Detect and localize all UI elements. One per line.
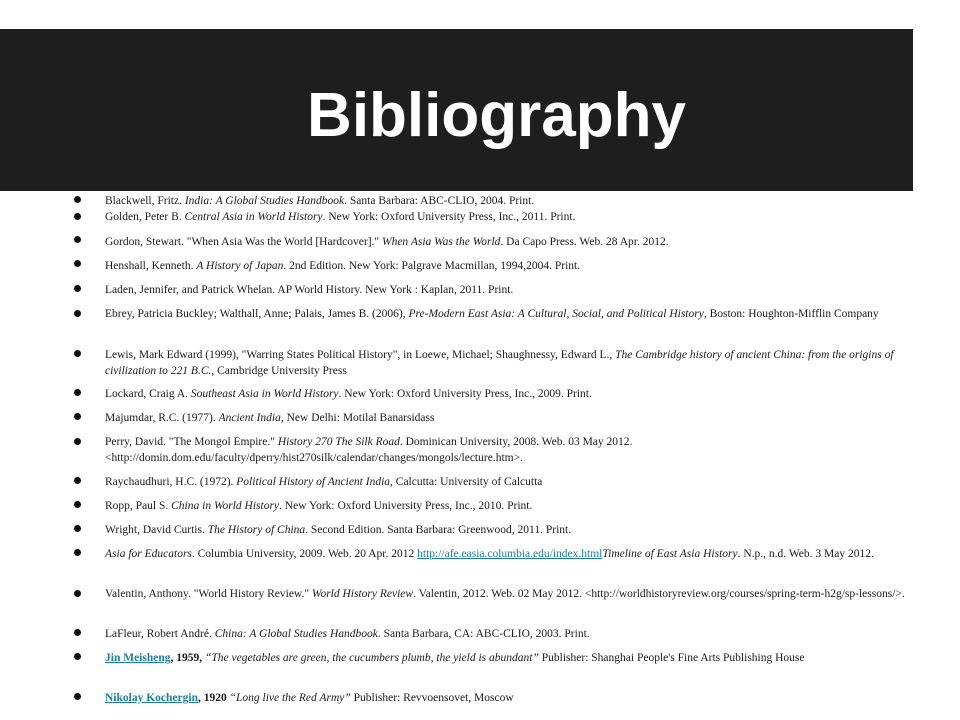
bibliography-entry [105, 193, 905, 209]
entry-title: World History Review [311, 588, 414, 600]
entry-text: . 2nd Edition. New York: Palgrave Macmillan, 1994,2004. Print. [283, 260, 581, 272]
entry-text: Henshall, Kenneth. [105, 260, 197, 272]
entry-text: . Columbia University, 2009. Web. 20 Apr. 2012 [191, 548, 418, 560]
entry-title: When Asia Was the World [381, 236, 501, 248]
entry-text: LaFleur, Robert André. [105, 628, 215, 640]
entry-text: Ropp, Paul S. [105, 500, 172, 512]
entry-text: , 1920 [197, 692, 230, 704]
bibliography-entry [105, 410, 905, 426]
bibliography-entry [105, 386, 905, 402]
bullet-icon [74, 549, 81, 556]
bibliography-entry [105, 498, 905, 514]
bullet-icon [74, 285, 81, 292]
jin-meisheng-link[interactable]: Jin Meisheng [105, 652, 171, 664]
entry-title: Central Asia in World History [184, 211, 323, 223]
bullet-icon [74, 653, 81, 660]
bibliography-entry [105, 282, 905, 298]
slide-title: Bibliography [307, 81, 686, 150]
entry-text: . New York: Oxford University Press, Inc., 2009. Print. [338, 388, 592, 400]
entry-text: , Calcutta: University of Calcutta [390, 476, 543, 488]
entry-title: Timeline of East Asia History [602, 548, 738, 560]
bibliography-entry [105, 306, 905, 322]
entry-text: . Valentin, 2012. Web. 02 May 2012. <http://worldhistoryreview.org/courses/spring-term-h2g/sp-lessons/>. [413, 588, 905, 600]
bullet-icon [74, 196, 81, 203]
bibliography-entry [105, 546, 905, 562]
bullet-icon [74, 590, 81, 597]
entry-text: Lockard, Craig A. [105, 388, 191, 400]
bibliography-entry [105, 690, 905, 706]
nikolay-kochergin-link[interactable]: Nikolay Kochergin [105, 692, 198, 704]
entry-title: Pre-Modern East Asia: A Cultural, Social, and Political History [408, 308, 704, 320]
bibliography-entry [105, 522, 905, 538]
entry-title: India: A Global Studies Handbook [184, 195, 345, 207]
entry-text: . N.p., n.d. Web. 3 May 2012. [737, 548, 874, 560]
entry-text: Raychaudhuri, H.C. (1972). [105, 476, 237, 488]
bibliography-entry [105, 347, 905, 379]
bullet-icon [74, 350, 81, 357]
bullet-icon [74, 413, 81, 420]
entry-text: . Da Capo Press. Web. 28 Apr. 2012. [500, 236, 669, 248]
entry-text: Publisher: Revvoensovet, Moscow [350, 692, 514, 704]
entry-title: Asia for Educators [105, 548, 192, 560]
bibliography-entry [105, 434, 905, 466]
bullet-icon [74, 438, 81, 445]
entry-text: , New Delhi: Motilal Banarsidass [280, 412, 435, 424]
entry-text: Wright, David Curtis. [105, 524, 208, 536]
entry-text: . Santa Barbara: ABC-CLIO, 2004. Print. [344, 195, 535, 207]
bullet-icon [74, 260, 81, 267]
entry-text: Laden, Jennifer, and Patrick Whelan. AP World History. New York : Kaplan, 2011. Print. [105, 284, 514, 296]
entry-title: A History of Japan [196, 260, 284, 272]
bullet-icon [74, 693, 81, 700]
bullet-icon [74, 310, 81, 317]
entry-text: . Second Edition. Santa Barbara: Greenwood, 2011. Print. [305, 524, 572, 536]
bibliography-entry [105, 586, 905, 602]
bullet-icon [74, 501, 81, 508]
entry-text: . Santa Barbara, CA: ABC-CLIO, 2003. Print. [377, 628, 590, 640]
bullet-icon [74, 236, 81, 243]
entry-title: History 270 The Silk Road [277, 436, 400, 448]
entry-text: Perry, David. "The Mongol Empire." [105, 436, 278, 448]
entry-text: Blackwell, Fritz. [105, 195, 185, 207]
entry-title: Political History of Ancient India [236, 476, 391, 488]
bullet-icon [74, 389, 81, 396]
entry-title: China: A Global Studies Handbook [214, 628, 378, 640]
afe-easia-link[interactable]: http://afe.easia.columbia.edu/index.html [417, 548, 603, 560]
entry-text: , Cambridge University Press [211, 365, 347, 377]
entry-text: Gordon, Stewart. "When Asia Was the World [Hardcover]." [105, 236, 382, 248]
entry-title: The History of China [207, 524, 306, 536]
bullet-icon [74, 477, 81, 484]
bibliography-entry [105, 650, 905, 666]
entry-title: “Long live the Red Army” [229, 692, 351, 704]
entry-text: Lewis, Mark Edward (1999), "Warring States Political History", in Loewe, Michael; Shaughnessy, Edward L., [105, 349, 616, 361]
bullet-icon [74, 525, 81, 532]
entry-text: Golden, Peter B. [105, 211, 185, 223]
entry-text: . New York: Oxford University Press, Inc., 2010. Print. [279, 500, 533, 512]
entry-text: Valentin, Anthony. "World History Review." [105, 588, 312, 600]
entry-text: . Dominican University, 2008. Web. 03 May 2012. <http://domin.dom.edu/faculty/dperry/hist270silk/calendar/changes/mongols/lecture.htm>. [105, 436, 633, 464]
bibliography-entry [105, 626, 905, 642]
entry-text: , 1959, [170, 652, 205, 664]
bibliography-entry [105, 258, 905, 274]
entry-text: . New York: Oxford University Press, Inc., 2011. Print. [322, 211, 576, 223]
entry-text: Ebrey, Patricia Buckley; Walthall, Anne; Palais, James B. (2006), [105, 308, 409, 320]
entry-title: Southeast Asia in World History [190, 388, 339, 400]
bibliography-entry [105, 474, 905, 490]
entry-text: Majumdar, R.C. (1977). [105, 412, 219, 424]
entry-text: , Boston: Houghton-Mifflin Company [703, 308, 879, 320]
bullet-icon [74, 629, 81, 636]
bullet-icon [74, 213, 81, 220]
entry-title: “The vegetables are green, the cucumbers plumb, the yield is abundant” [205, 652, 539, 664]
bibliography-entry [105, 209, 905, 225]
entry-title: The Cambridge history of ancient China: from the origins of civilization to 221 B.C. [105, 349, 894, 377]
entry-title: China in World History [171, 500, 280, 512]
bibliography-entry [105, 234, 905, 250]
entry-title: Ancient India [218, 412, 281, 424]
entry-text: Publisher: Shanghai People's Fine Arts Publishing House [538, 652, 805, 664]
